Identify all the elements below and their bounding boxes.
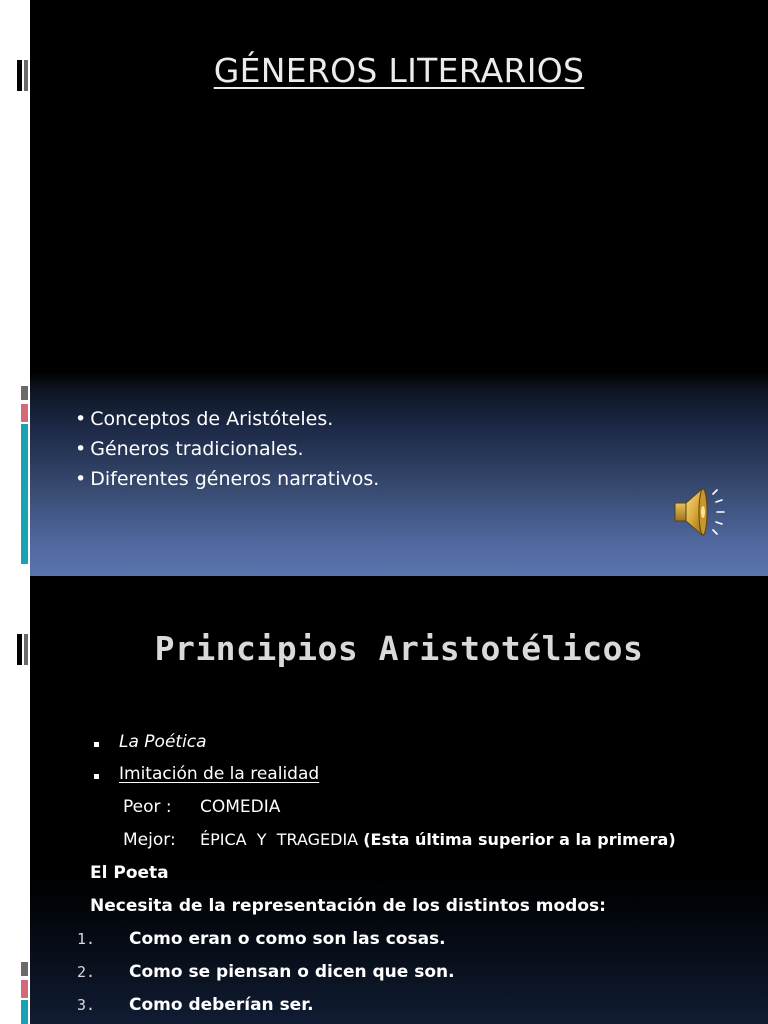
item-imitacion: Imitación de la realidad [119,764,320,784]
slide-title: GÉNEROS LITERARIOS [213,51,585,90]
list-number: 3. [77,996,96,1014]
list-number: 1. [77,930,96,948]
peor-label: Peor : [123,797,172,817]
marker-bar [17,634,22,665]
marker-bar [24,634,28,665]
modo-item: Como deberían ser. [129,995,314,1015]
mejor-value: ÉPICA Y TRAGEDIA [200,830,359,849]
bullet-list [75,404,379,494]
slide-principios-aristotelicos [30,576,768,1024]
marker-bar [17,60,22,91]
square-bullet-icon [94,774,99,779]
marker-bar [24,60,28,91]
slide-generos-literarios [30,0,768,576]
peor-value: COMEDIA [200,797,281,817]
item-la-poetica: La Poética [119,732,207,752]
slide-title: Principios Aristotélicos [154,629,644,668]
square-bullet-icon [94,742,99,747]
el-poeta-heading: El Poeta [90,863,169,883]
mejor-line [200,830,676,849]
modo-item: Como se piensan o dicen que son. [129,962,455,982]
list-number: 2. [77,963,96,981]
slide1-accent-gray [21,386,28,400]
modo-item: Como eran o como son las cosas. [129,929,446,949]
bullet-item [75,464,379,494]
bullet-text: Conceptos de Aristóteles. [90,408,334,430]
mejor-note: (Esta última superior a la primera) [363,830,676,849]
slide1-accent-red [21,404,28,422]
speaker-icon[interactable] [672,484,732,540]
bullet-text: Géneros tradicionales. [90,438,304,460]
mejor-label: Mejor: [123,830,176,850]
slide2-marker [17,634,30,665]
necesita-text: Necesita de la representación de los distintos modos: [90,896,606,916]
slide2-accent-gray [21,962,28,976]
bullet-text: Diferentes géneros narrativos. [90,468,380,490]
slide1-accent-teal [21,424,28,564]
slide2-accent-red [21,980,28,998]
bullet-item [75,404,379,434]
bullet-item [75,434,379,464]
slide2-accent-teal [21,1000,28,1024]
slide1-marker [17,60,30,91]
